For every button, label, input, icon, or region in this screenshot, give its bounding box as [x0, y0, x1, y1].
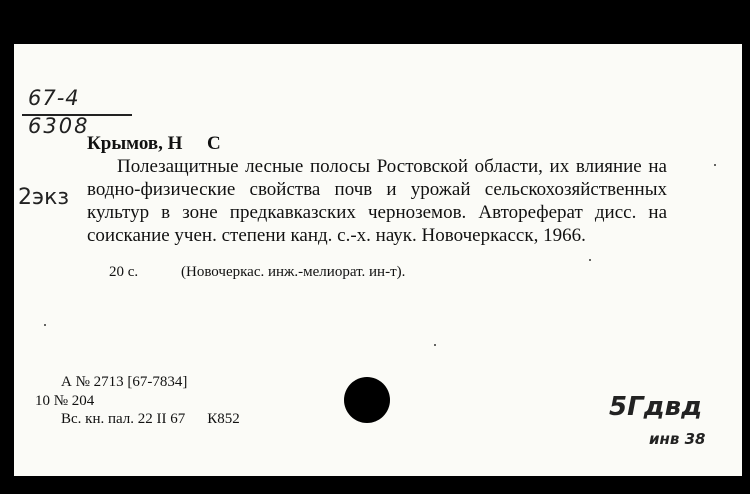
- title-description: Полезащитные лесные полосы Ростовской области, их влияние на водно-физические свойства почв и урожай сельскохозяйственных культур в зоне предкавказских черноземов. Автореферат дисс. на соискание учен. степени канд. с.-х. наук. Новочеркасск, 1966.: [87, 156, 667, 246]
- speck: [44, 324, 46, 326]
- catalog-card: [14, 44, 742, 476]
- author-name: Крымов, Н: [87, 133, 183, 154]
- speck: [714, 164, 716, 166]
- shelfmark-top: 67-4: [28, 86, 80, 110]
- accession-line-2: 10 № 204: [35, 393, 95, 409]
- handwritten-stamp-2: инв 38: [649, 430, 706, 448]
- shelfmark-bottom: 6308: [28, 114, 90, 138]
- card-entry: [87, 132, 667, 247]
- accession-line-1: А № 2713 [67-7834]: [61, 374, 188, 390]
- pages-count: 20 с.: [109, 264, 139, 280]
- accession-code: К852: [207, 411, 240, 427]
- speck: [434, 344, 436, 346]
- accession-line-3: [61, 411, 240, 428]
- accession-line-3-text: Вс. кн. пал. 22 II 67: [61, 411, 186, 427]
- author-line: [87, 132, 667, 155]
- publisher-series: (Новочеркас. инж.-мелиорат. ин-т).: [181, 264, 406, 280]
- speck: [589, 259, 591, 261]
- author-initial: С: [207, 133, 221, 154]
- copies-note: 2экз: [18, 185, 70, 210]
- punch-hole: [344, 377, 390, 423]
- handwritten-stamp-1: 5Гдвд: [609, 392, 703, 422]
